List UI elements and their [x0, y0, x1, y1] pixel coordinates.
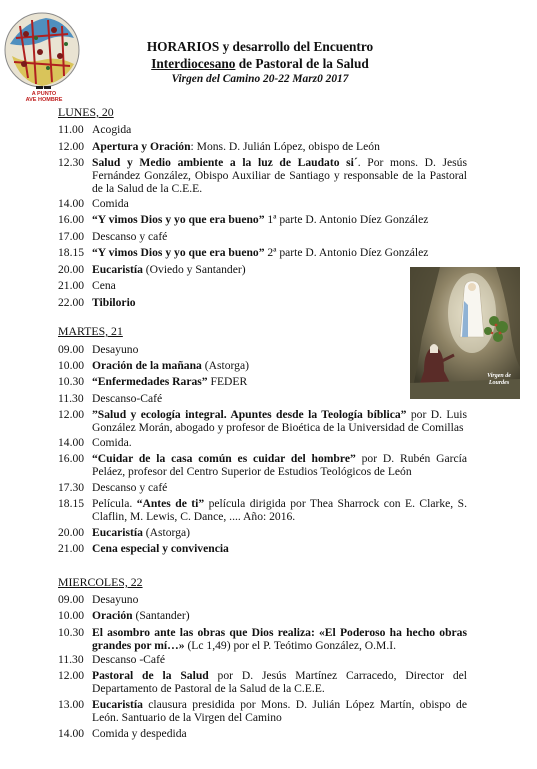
- schedule-item: [58, 392, 408, 405]
- schedule-description: [92, 263, 408, 276]
- schedule-description: [92, 197, 467, 210]
- schedule-highlight-text: Tibilorio: [92, 296, 136, 309]
- schedule-text: por D. Jesús Martínez Carracedo, Director del Departamento de Pastoral de la Salud de la C.E.E.: [92, 669, 467, 696]
- schedule-text: . Por mons. D. Jesús Fernández González, Obispo Auxiliar de Santiago y responsable de la Pastoral de la Salud de la C.E.E.: [92, 156, 467, 196]
- schedule-highlight-text: Oración de la mañana: [92, 359, 202, 372]
- schedule-time: 12.00: [58, 669, 85, 682]
- schedule-item: [58, 375, 408, 388]
- title-underlined-word: Interdiocesano: [151, 56, 236, 71]
- schedule-highlight-text: Pastoral de la Salud: [92, 669, 209, 682]
- document-header: [80, 39, 440, 87]
- schedule-text: Cena: [92, 279, 116, 292]
- schedule-description: [92, 246, 467, 259]
- schedule-highlight-text: ”Salud y ecología integral. Apuntes desde la Teología bíblica”: [92, 408, 407, 421]
- schedule-item: [58, 246, 467, 259]
- schedule-description: [92, 698, 467, 724]
- schedule-description: [92, 296, 408, 309]
- svg-text:A PUNTO: A PUNTO: [31, 91, 57, 97]
- schedule-description: [92, 542, 467, 555]
- schedule-item: [58, 593, 467, 606]
- schedule-item: [58, 452, 467, 478]
- schedule-description: [92, 609, 467, 622]
- schedule-time: 20.00: [58, 526, 85, 539]
- schedule-highlight-text: “Y vimos Dios y yo que era bueno”: [92, 213, 265, 226]
- title-line-2: [80, 55, 440, 72]
- schedule-text: Acogida: [92, 123, 132, 136]
- schedule-text: película dirigida por Thea Sharrock con E. Clarke, S. Claflin, M. Lewis, C. Dance, .... Año: 2016.: [92, 497, 467, 524]
- schedule-time: 10.00: [58, 359, 85, 372]
- schedule-time: 10.00: [58, 609, 85, 622]
- schedule-time: 21.00: [58, 279, 85, 292]
- schedule-text: clausura presidida por Mons. D. Julián López Martín, obispo de León. Santuario de la Virgen del Camino: [92, 698, 467, 725]
- schedule-description: [92, 436, 467, 449]
- schedule-time: 17.00: [58, 230, 85, 243]
- schedule-highlight-text: Eucaristía: [92, 526, 143, 539]
- schedule-item: [58, 197, 467, 210]
- schedule-time: 18.15: [58, 246, 85, 259]
- title-line-1: HORARIOS y desarrollo del Encuentro: [146, 39, 374, 54]
- schedule-time: 12.00: [58, 408, 85, 421]
- schedule-description: [92, 279, 408, 292]
- schedule-text: (Santander): [132, 609, 190, 622]
- schedule-text: Descanso y café: [92, 230, 168, 243]
- schedule-time: 20.00: [58, 263, 85, 276]
- schedule-highlight-text: Cena especial y convivencia: [92, 542, 229, 555]
- schedule-time: 10.30: [58, 626, 85, 639]
- schedule-text: 2ª parte D. Antonio Díez González: [264, 246, 429, 259]
- schedule-text: por D. Luis González Morán, abogado y profesor de Bioética de la Universidad de Comillas: [92, 408, 467, 435]
- schedule-highlight-text: Oración: [92, 609, 133, 622]
- schedule-description: [92, 481, 467, 494]
- schedule-description: [92, 230, 467, 243]
- schedule-highlight-text: Salud y Medio ambiente a la luz de Laudato si´: [92, 156, 358, 169]
- schedule-description: [92, 408, 467, 434]
- schedule-text: Película.: [92, 497, 137, 510]
- schedule-text: Desayuno: [92, 593, 139, 606]
- schedule-item: [58, 359, 408, 372]
- image-caption-line-2: Lourdes: [488, 380, 510, 386]
- schedule-time: 17.30: [58, 481, 85, 494]
- schedule-description: [92, 375, 408, 388]
- day-heading: MARTES, 21: [58, 324, 123, 338]
- schedule-item: [58, 653, 467, 666]
- schedule-time: 22.00: [58, 296, 85, 309]
- schedule-time: 21.00: [58, 542, 85, 555]
- schedule-text: Desayuno: [92, 343, 139, 356]
- schedule-text: Comida: [92, 197, 129, 210]
- schedule-item: [58, 156, 467, 196]
- schedule-highlight-text: “Antes de ti”: [136, 497, 205, 510]
- schedule-description: [92, 497, 467, 523]
- schedule-item: [58, 542, 467, 555]
- schedule-time: 16.00: [58, 452, 85, 465]
- schedule-time: 13.00: [58, 698, 85, 711]
- day-heading: MIERCOLES, 22: [58, 575, 143, 589]
- schedule-time: 16.00: [58, 213, 85, 226]
- schedule-highlight-text: El asombro ante las obras que Dios realiza: «El Poderoso ha hecho obras grandes por mí…»: [92, 626, 467, 653]
- schedule-item: [58, 263, 408, 276]
- schedule-highlight-text: “Cuidar de la casa común es cuidar del hombre”: [92, 452, 356, 465]
- schedule-highlight-text: “Y vimos Dios y yo que era bueno”: [92, 246, 265, 259]
- schedule-text: Descanso-Café: [92, 392, 163, 405]
- schedule-item: [58, 497, 467, 523]
- schedule-description: [92, 213, 467, 226]
- schedule-time: 09.00: [58, 593, 85, 606]
- schedule-text: Comida.: [92, 436, 132, 449]
- schedule-item: [58, 698, 467, 724]
- schedule-item: [58, 140, 467, 153]
- schedule-highlight-text: Eucaristía: [92, 263, 143, 276]
- schedule-item: [58, 230, 467, 243]
- schedule-description: [92, 392, 408, 405]
- schedule-text: (Astorga): [201, 359, 249, 372]
- schedule-time: 18.15: [58, 497, 85, 510]
- schedule-item: [58, 727, 467, 740]
- schedule-time: 14.00: [58, 436, 85, 449]
- schedule-description: [92, 526, 467, 539]
- schedule-description: [92, 626, 467, 652]
- schedule-highlight-text: Apertura y Oración: [92, 140, 191, 153]
- schedule-text: (Lc 1,49) por el P. Teótimo González, O.M.I.: [184, 639, 397, 653]
- schedule-description: [92, 669, 467, 695]
- schedule-text: (Oviedo y Santander): [142, 263, 246, 276]
- schedule-time: 09.00: [58, 343, 85, 356]
- schedule-time: 12.30: [58, 156, 85, 169]
- schedule-description: [92, 452, 467, 478]
- schedule-item: [58, 526, 467, 539]
- schedule-description: [92, 140, 467, 153]
- schedule-description: [92, 593, 467, 606]
- schedule-text: Comida y despedida: [92, 727, 187, 740]
- schedule-description: [92, 653, 467, 666]
- schedule-item: [58, 609, 467, 622]
- schedule-time: 14.00: [58, 197, 85, 210]
- schedule-item: [58, 436, 467, 449]
- schedule-item: [58, 481, 467, 494]
- schedule-text: Descanso -Café: [92, 653, 166, 666]
- schedule-text: 1ª parte D. Antonio Díez González: [264, 213, 429, 226]
- schedule-item: [58, 279, 408, 292]
- schedule-highlight-text: “Enfermedades Raras”: [92, 375, 208, 388]
- schedule-time: 11.30: [58, 653, 84, 666]
- schedule-text: FEDER: [207, 375, 248, 388]
- schedule-item: [58, 213, 467, 226]
- schedule-item: [58, 669, 467, 695]
- svg-text:AVE HOMBRE: AVE HOMBRE: [25, 97, 63, 102]
- schedule-text: por D. Rubén García Peláez, profesor del Centro Superior de Estudios Teológicos de León: [92, 452, 467, 479]
- schedule-description: [92, 727, 467, 740]
- schedule-time: 12.00: [58, 140, 85, 153]
- title-line-2-rest: de Pastoral de la Salud: [235, 56, 369, 71]
- schedule-text: : Mons. D. Julián López, obispo de León: [190, 140, 380, 153]
- schedule-description: [92, 123, 467, 136]
- schedule-text: (Astorga): [142, 526, 191, 539]
- image-caption: [478, 373, 520, 387]
- day-heading: LUNES, 20: [58, 105, 114, 119]
- schedule-time: 11.00: [58, 123, 84, 136]
- schedule-highlight-text: Eucaristía: [92, 698, 143, 711]
- schedule-description: [92, 343, 408, 356]
- schedule-time: 10.30: [58, 375, 85, 388]
- schedule-description: [92, 359, 408, 372]
- schedule-item: [58, 343, 408, 356]
- schedule-item: [58, 408, 467, 434]
- event-logo: [2, 4, 82, 102]
- image-caption-line-1: Virgen de: [487, 373, 511, 379]
- virgen-de-lourdes-image: [410, 267, 520, 399]
- schedule-item: [58, 626, 467, 652]
- event-subtitle: Virgen del Camino 20-22 Marz0 2017: [171, 73, 349, 85]
- schedule-description: [92, 156, 467, 196]
- schedule-time: 11.30: [58, 392, 84, 405]
- schedule-item: [58, 123, 467, 136]
- schedule-text: Descanso y café: [92, 481, 168, 494]
- schedule-time: 14.00: [58, 727, 85, 740]
- schedule-item: [58, 296, 408, 309]
